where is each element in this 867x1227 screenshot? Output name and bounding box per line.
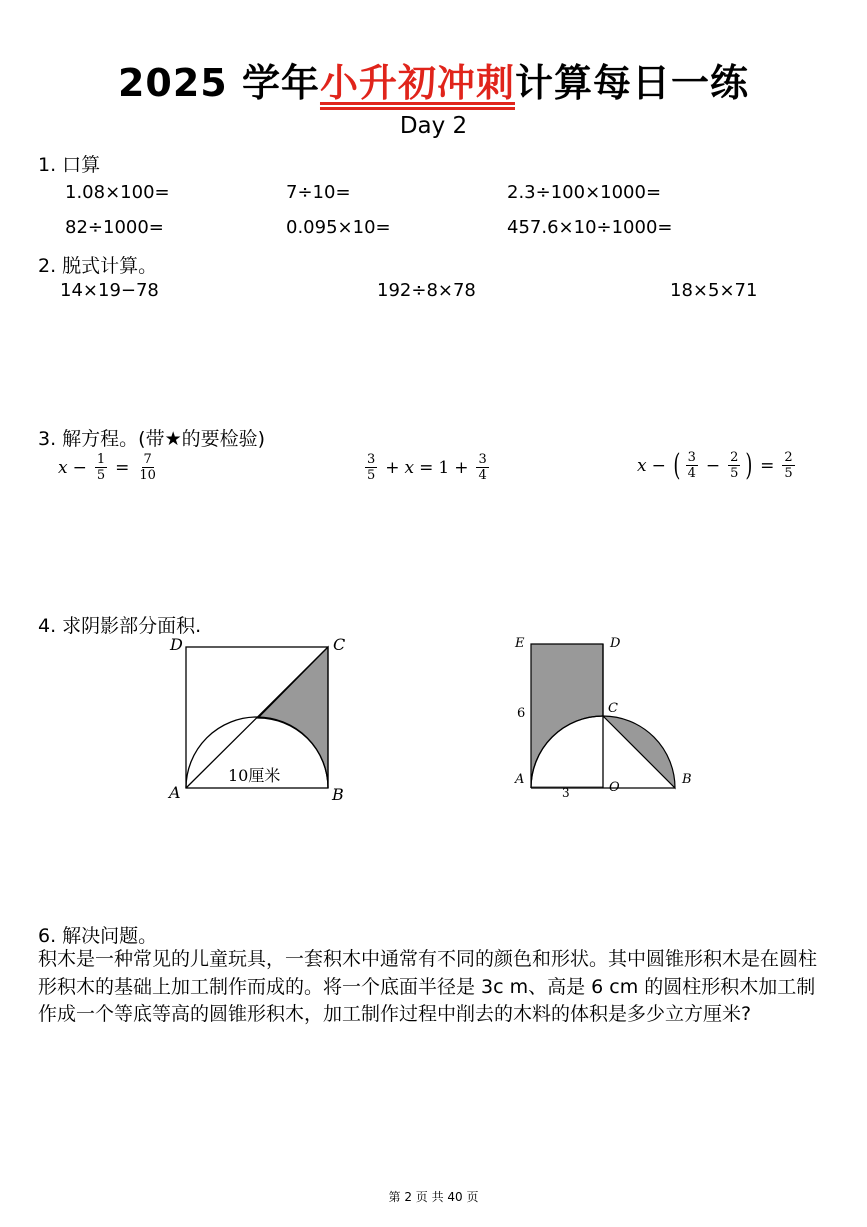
- equation-3: [637, 447, 798, 483]
- label-b: B: [332, 785, 344, 804]
- title-highlight: 小升初冲刺: [319, 61, 515, 105]
- fraction: [782, 450, 794, 481]
- equation-2: [362, 452, 492, 483]
- q2-item: 18×5×71: [670, 280, 758, 301]
- fraction: [476, 452, 488, 483]
- eq-operator: +: [385, 457, 400, 478]
- q2-item: 14×19−78: [60, 280, 159, 301]
- fraction: [137, 452, 158, 483]
- title-prefix: 2025 学年: [117, 61, 320, 105]
- label-b: B: [682, 772, 692, 787]
- q2-item: 192÷8×78: [377, 280, 476, 301]
- eq-operator: −: [651, 455, 666, 476]
- denominator: 5: [784, 466, 793, 481]
- eq-equals: =: [760, 455, 775, 476]
- fraction: [95, 452, 107, 483]
- q4-heading: 4. 求阴影部分面积.: [38, 615, 202, 637]
- eq-var: x: [404, 457, 415, 478]
- eq-operator: −: [72, 457, 87, 478]
- denominator: 4: [687, 466, 696, 481]
- page-title: [0, 52, 867, 107]
- q1-heading: 1. 口算: [38, 154, 101, 176]
- equation-1: [58, 452, 161, 483]
- numerator: 2: [730, 450, 739, 465]
- q1-item: 7÷10=: [286, 182, 351, 203]
- numerator: 1: [96, 452, 106, 467]
- q1-item: 0.095×10=: [286, 217, 391, 238]
- eq-equals: =: [419, 457, 434, 478]
- shaded-segment: [603, 716, 675, 788]
- width-label: 3: [562, 786, 570, 800]
- fraction: [686, 450, 698, 481]
- numerator: 3: [478, 452, 487, 467]
- q1-item: 2.3÷100×1000=: [507, 182, 662, 203]
- numerator: 3: [687, 450, 696, 465]
- fraction: [365, 452, 377, 483]
- q6-heading: 6. 解决问题。: [38, 925, 158, 947]
- label-a: A: [169, 783, 181, 802]
- label-c: C: [333, 635, 346, 654]
- height-label: 6: [517, 706, 526, 721]
- denominator: 5: [730, 466, 739, 481]
- denominator: 10: [139, 468, 156, 483]
- figure-rectangle-quarter-circle: [510, 630, 700, 800]
- figure-square-semicircle: [160, 630, 360, 805]
- q1-item: 1.08×100=: [65, 182, 170, 203]
- title-suffix: 计算每日一练: [515, 61, 750, 105]
- page-subtitle: Day 2: [399, 113, 468, 139]
- numerator: 2: [784, 450, 793, 465]
- problem-text: 积木是一种常见的儿童玩具，一套积木中通常有不同的颜色和形状。其中圆锥形积木是在圆柱形积木的基础上加工制作而成的。将一个底面半径是 3c m、高是 6 cm 的圆柱形积木加工制作成一个等底等高的圆锥形积木，加工制作过程中削去的木料的体积是多少立方厘米?: [38, 948, 818, 1025]
- numerator: 3: [367, 452, 376, 467]
- page-number: 第 2 页 共 40 页: [388, 1190, 479, 1204]
- q2-heading: 2. 脱式计算。: [38, 255, 158, 277]
- eq-var: x: [58, 457, 68, 478]
- right-paren: ): [745, 447, 753, 483]
- denominator: 5: [96, 468, 106, 483]
- left-paren: (: [673, 447, 681, 483]
- denominator: 4: [478, 468, 487, 483]
- denominator: 5: [367, 468, 376, 483]
- label-o: O: [609, 780, 620, 795]
- eq-operator: +: [454, 457, 469, 478]
- eq-operator: −: [705, 455, 721, 476]
- problem-paragraph: [38, 946, 830, 1029]
- shaded-rectangle-region: [531, 644, 603, 788]
- dimension-label: 10厘米: [228, 766, 281, 785]
- eq-var: x: [637, 455, 647, 476]
- label-e: E: [515, 636, 525, 651]
- q1-item: 457.6×10÷1000=: [507, 217, 673, 238]
- label-a: A: [515, 772, 525, 787]
- fraction: [728, 450, 740, 481]
- numerator: 7: [143, 452, 152, 467]
- eq-number: 1: [438, 457, 450, 478]
- q3-heading: 3. 解方程。(带★的要检验): [38, 428, 266, 450]
- eq-equals: =: [115, 457, 130, 478]
- label-c: C: [608, 701, 618, 716]
- label-d: D: [170, 635, 183, 654]
- label-d: D: [610, 636, 621, 651]
- q1-item: 82÷1000=: [65, 217, 164, 238]
